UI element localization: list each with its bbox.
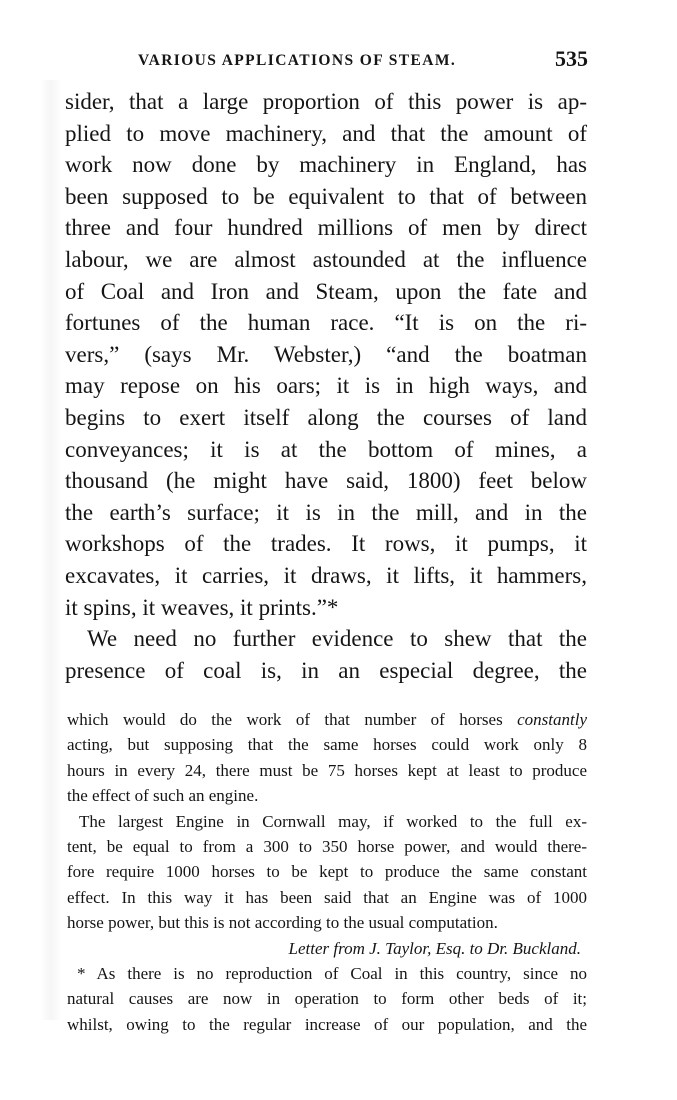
text-line: vers,” (says Mr. Webster,) “and the boatman bbox=[65, 341, 587, 367]
running-title: VARIOUS APPLICATIONS OF STEAM. bbox=[138, 52, 457, 69]
text-line: conveyances; it is at the bottom of mines, a bbox=[65, 436, 587, 462]
footnote-line: effect. In this way it has been said that an Engine was of 1000 bbox=[67, 887, 587, 907]
footnote-line bbox=[67, 707, 587, 732]
asterisk-footnote-line: * As there is no reproduction of Coal in this country, since no bbox=[77, 963, 587, 983]
footnote-line: the effect of such an engine. bbox=[67, 786, 259, 806]
text-line: thousand (he might have said, 1800) feet below bbox=[65, 468, 587, 494]
text-line: excavates, it carries, it draws, it lifts, it hammers, bbox=[65, 562, 587, 588]
text-line: been supposed to be equivalent to that of between bbox=[65, 183, 587, 209]
footnote-line: tent, be equal to from a 300 to 350 horse power, and would there- bbox=[67, 836, 587, 856]
scan-gutter-shadow bbox=[40, 80, 62, 1020]
text-line: presence of coal is, in an especial degree, the bbox=[65, 657, 587, 683]
text-line: it spins, it weaves, it prints.”* bbox=[65, 594, 339, 620]
text-line: begins to exert itself along the courses of land bbox=[65, 404, 587, 430]
footnote-line: horse power, but this is not according to the usual computation. bbox=[67, 913, 498, 933]
text-line: work now done by machinery in England, has bbox=[65, 152, 587, 178]
footnote-line: The largest Engine in Cornwall may, if worked to the full ex- bbox=[79, 811, 587, 831]
footnote-line: hours in every 24, there must be 75 horses kept at least to produce bbox=[67, 760, 587, 780]
footnote-line: acting, but supposing that the same horses could work only 8 bbox=[67, 735, 587, 755]
text-line: of Coal and Iron and Steam, upon the fate and bbox=[65, 278, 587, 304]
footnote-text: which would do the work of that number of horses bbox=[67, 710, 503, 729]
asterisk-footnote-line: natural causes are now in operation to form other beds of it; bbox=[67, 989, 587, 1009]
text-line: three and four hundred millions of men by direct bbox=[65, 215, 587, 241]
text-line: plied to move machinery, and that the amount of bbox=[65, 120, 587, 146]
text-line: labour, we are almost astounded at the influence bbox=[65, 246, 587, 272]
text-line: workshops of the trades. It rows, it pumps, it bbox=[65, 531, 587, 557]
text-line: sider, that a large proportion of this power is ap- bbox=[65, 89, 587, 114]
text-line: may repose on his oars; it is in high ways, and bbox=[65, 373, 587, 399]
page-header bbox=[138, 48, 588, 76]
footnote-line: fore require 1000 horses to be kept to produce the same constant bbox=[67, 862, 587, 882]
footnote-attribution: Letter from J. Taylor, Esq. to Dr. Buckland. bbox=[288, 938, 581, 958]
footnote-emphasis: constantly bbox=[517, 710, 588, 729]
asterisk-footnote-line: whilst, owing to the regular increase of our population, and the bbox=[67, 1014, 587, 1034]
footnotes bbox=[67, 707, 587, 1037]
main-text bbox=[65, 86, 587, 686]
page-number: 535 bbox=[555, 46, 588, 71]
text-line: fortunes of the human race. “It is on the ri- bbox=[65, 310, 587, 336]
text-line: the earth’s surface; it is in the mill, and in the bbox=[65, 499, 587, 525]
text-line: We need no further evidence to shew that the bbox=[87, 626, 587, 652]
